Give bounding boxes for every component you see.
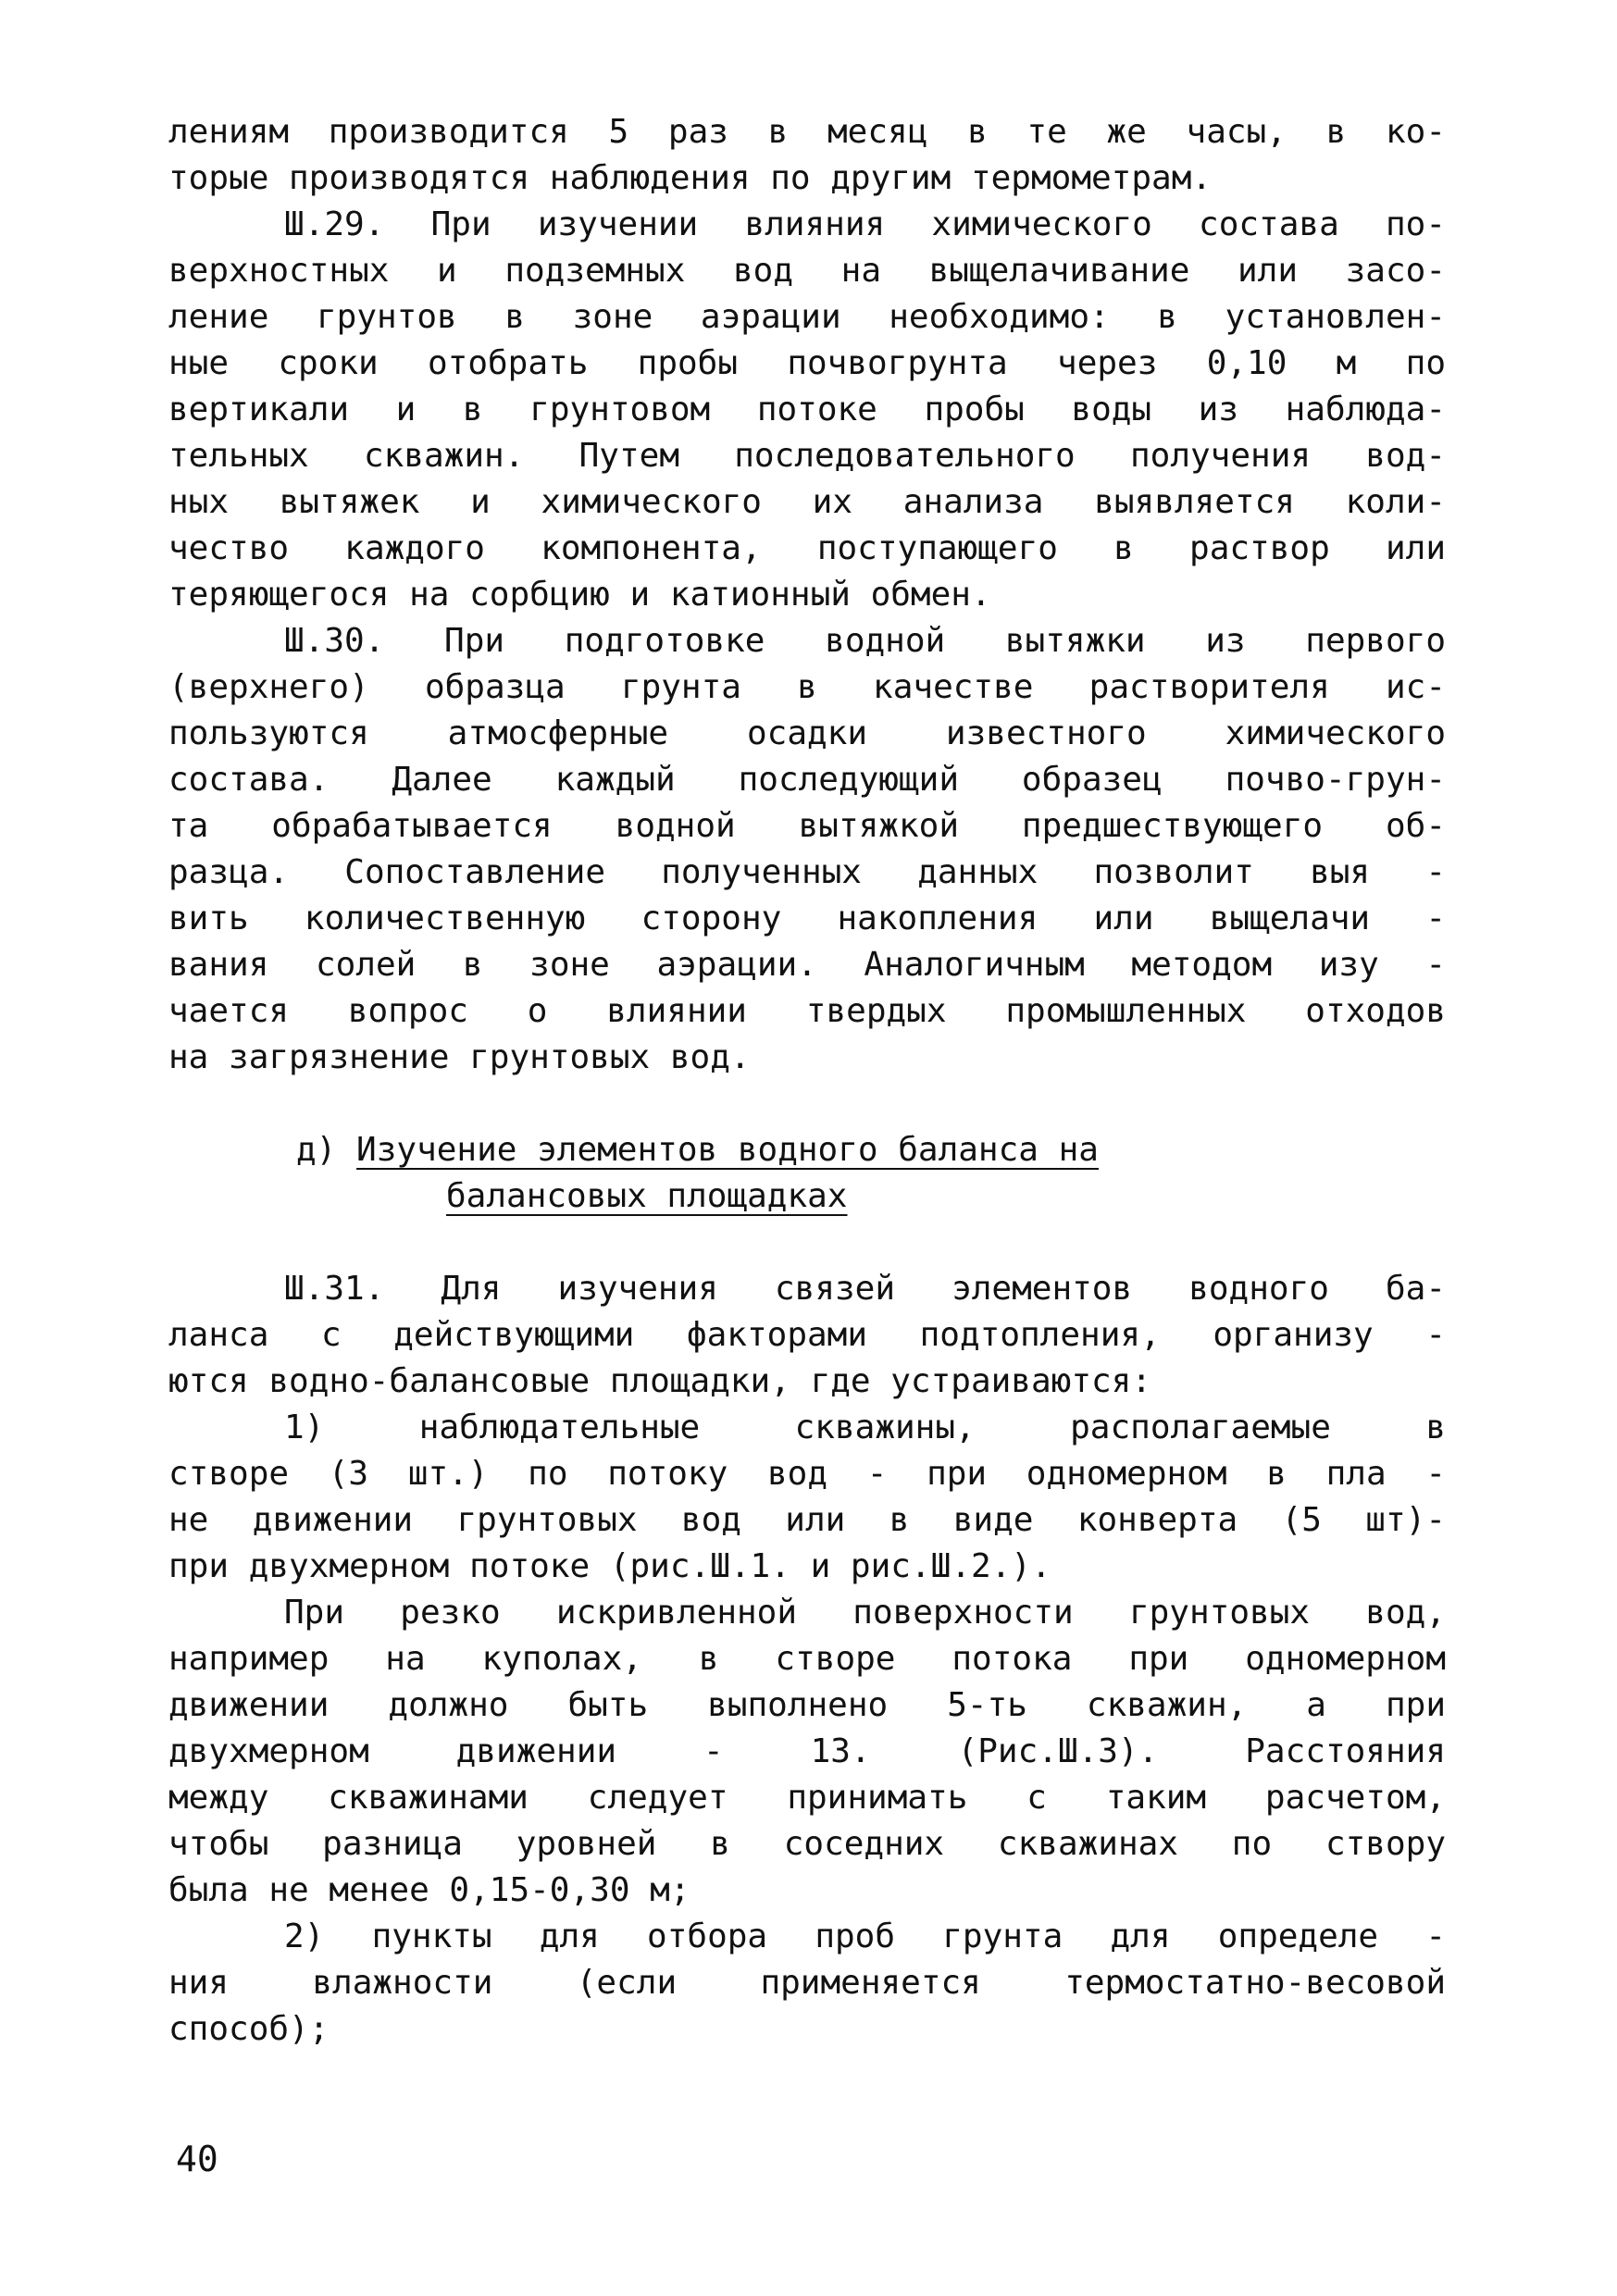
text-line: ланса с действующими факторами подтопления, организу - — [168, 1316, 1446, 1354]
paragraph — [168, 1590, 1446, 1914]
text-line: вания солей в зоне аэрации. Аналогичным методом изу - — [168, 946, 1446, 984]
text-line: состава. Далее каждый последующий образец почво-грун- — [168, 761, 1446, 799]
text-line: торые производятся наблюдения по другим термометрам. — [168, 159, 1213, 197]
text-line: движении должно быть выполнено 5-ть скважин, а при — [168, 1686, 1446, 1724]
text-line: Ш.29. При изучении влияния химического состава по- — [284, 205, 1446, 243]
text-line: на загрязнение грунтовых вод. — [168, 1038, 751, 1076]
paragraph-3-31 — [168, 1266, 1446, 1405]
paragraph — [168, 109, 1446, 202]
text-line: ния влажности (если применяется термостатно-весовой — [168, 1964, 1446, 2002]
text-line: способ); — [168, 2010, 330, 2048]
text-line: Ш.30. При подготовке водной вытяжки из первого — [284, 622, 1446, 660]
text-line: пользуются атмосферные осадки известного химического — [168, 714, 1446, 752]
heading-prefix: д) — [296, 1131, 337, 1169]
text-line: 2) пункты для отбора проб грунта для определе - — [284, 1917, 1446, 1955]
list-item-2 — [168, 1914, 1446, 2053]
text-line: например на куполах, в створе потока при одномерном — [168, 1640, 1446, 1678]
text-line: двухмерном движении - 13. (Рис.Ш.3). Расстояния — [168, 1732, 1446, 1770]
text-line: (верхнего) образца грунта в качестве растворителя ис- — [168, 668, 1446, 706]
heading-line-2 — [168, 1173, 1446, 1220]
text-line: тельных скважин. Путем последовательного получения вод- — [168, 437, 1446, 475]
paragraph-3-30 — [168, 618, 1446, 1081]
text-line: была не менее 0,15-0,30 м; — [168, 1871, 690, 1909]
text-line: та обрабатывается водной вытяжкой предшествующего об- — [168, 807, 1446, 845]
spacer — [168, 1081, 1446, 1127]
spacer — [168, 1220, 1446, 1266]
text-line: Ш.31. Для изучения связей элементов водного ба- — [284, 1270, 1446, 1308]
text-line: верхностных и подземных вод на выщелачивание или засо- — [168, 252, 1446, 290]
text-line: чество каждого компонента, поступающего в раствор или — [168, 529, 1446, 567]
text-line: чается вопрос о влиянии твердых промышленных отходов — [168, 992, 1446, 1030]
list-item-1 — [168, 1405, 1446, 1590]
text-line: ление грунтов в зоне аэрации необходимо: в установлен- — [168, 298, 1446, 336]
text-line: ются водно-балансовые площадки, где устраиваются: — [168, 1362, 1152, 1400]
page-number: 40 — [176, 2139, 218, 2179]
text-line: вить количественную сторону накопления или выщелачи - — [168, 900, 1446, 937]
text-line: теряющегося на сорбцию и катионный обмен. — [168, 576, 991, 614]
text-line: не движении грунтовых вод или в виде конверта (5 шт)- — [168, 1501, 1446, 1539]
page-body — [168, 109, 1446, 2053]
text-line: створе (3 шт.) по потоку вод - при одномерном в пла - — [168, 1455, 1446, 1493]
text-line: При резко искривленной поверхности грунтовых вод, — [284, 1594, 1446, 1632]
text-line: 1) наблюдательные скважины, располагаемые в — [284, 1409, 1446, 1446]
section-heading — [168, 1127, 1446, 1220]
text-line: разца. Сопоставление полученных данных позволит выя - — [168, 853, 1446, 891]
text-line: лениям производится 5 раз в месяц в те же часы, в ко- — [168, 113, 1446, 151]
text-line: при двухмерном потоке (рис.Ш.1. и рис.Ш.2.). — [168, 1547, 1051, 1585]
heading-line-1 — [168, 1127, 1446, 1173]
text-line: ные сроки отобрать пробы почвогрунта через 0,10 м по — [168, 344, 1446, 382]
heading-title-2: балансовых площадках — [446, 1177, 848, 1215]
heading-title-1: Изучение элементов водного баланса на — [356, 1131, 1099, 1169]
text-line: между скважинами следует принимать с таким расчетом, — [168, 1779, 1446, 1817]
text-line: ных вытяжек и химического их анализа выявляется коли- — [168, 483, 1446, 521]
paragraph-3-29 — [168, 202, 1446, 618]
text-line: чтобы разница уровней в соседних скважинах по створу — [168, 1825, 1446, 1863]
text-line: вертикали и в грунтовом потоке пробы воды из наблюда- — [168, 391, 1446, 428]
